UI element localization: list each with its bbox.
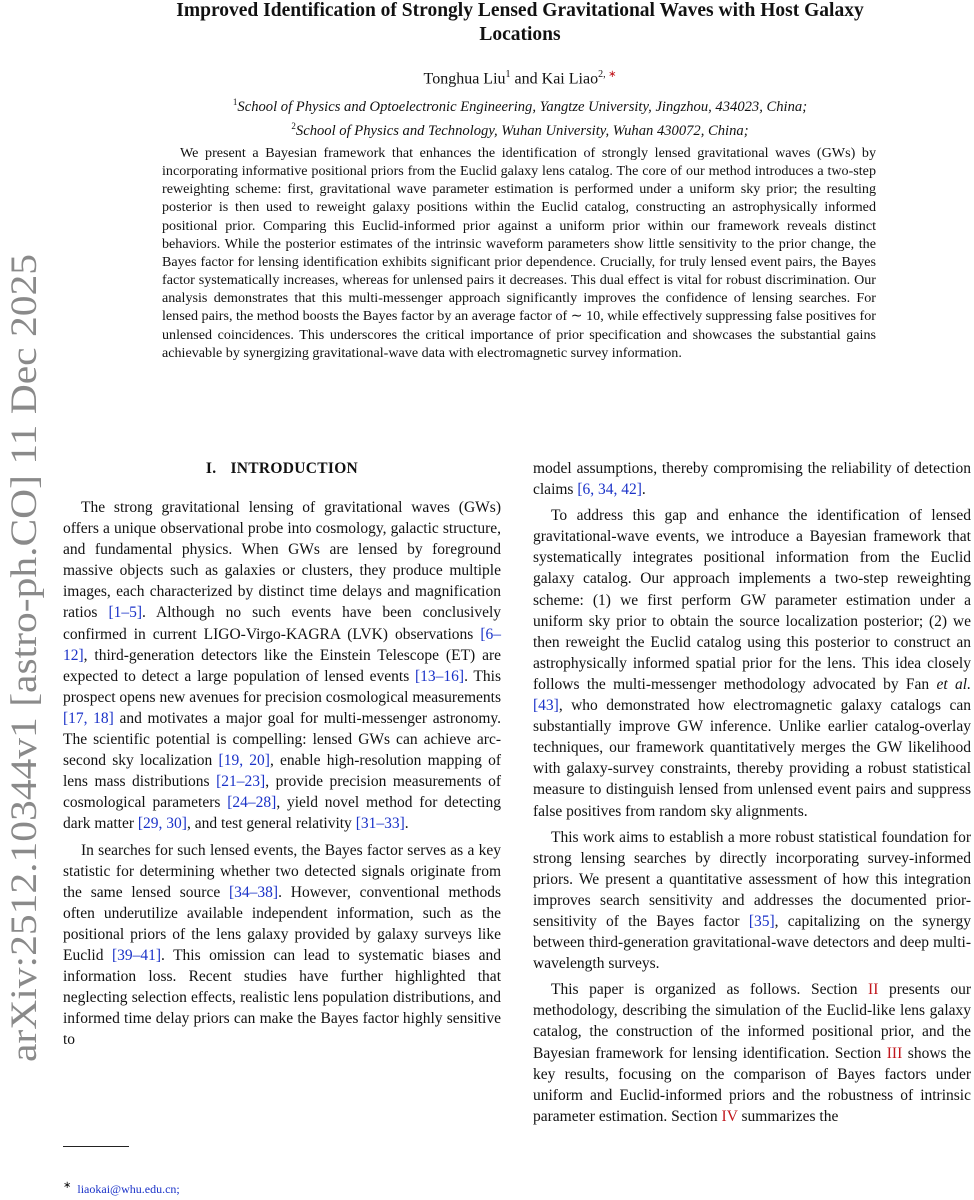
text-run: summarizes the (737, 1107, 839, 1125)
citation-link[interactable]: [6–12] (63, 625, 501, 664)
affiliation-2-mark: 2 (291, 120, 296, 131)
email-link[interactable]: liaokai@whu.edu.cn; (77, 1182, 180, 1196)
arxiv-stamp-svg (2, 0, 46, 1200)
text-run: , yield novel method for detecting dark matter (63, 794, 501, 833)
citation-link[interactable]: [1–5] (108, 604, 143, 622)
text-run: , provide precision measurements of cosmological parameters (63, 773, 501, 812)
text-run: . This prospect opens new avenues for precision cosmological measurements (63, 667, 501, 706)
citation-link[interactable]: [34–38] (229, 883, 279, 901)
citation-link[interactable]: [6, 34, 42] (577, 481, 642, 499)
abstract: We present a Bayesian framework that enhances the identification of strongly lensed gravitational waves (GWs) by incorporating informative positional priors from the Euclid galaxy lens catalog. The core of our method introduces a two-step reweighting scheme: first, gravitational wave parameter estimation is performed under a uniform sky prior; the resulting posterior is then used to reweight galaxy positions within the Euclid catalog, constructing an astrophysically informed positional prior. Comparing this Euclid-informed prior against a uniform prior within our framework reveals distinct behaviors. While the posterior estimates of the intrinsic waveform parameters show little sensitivity to the prior change, the Bayes factor for lensing identification exhibits significant prior dependence. Crucially, for truly lensed event pairs, the Bayes factor systematically increases, whereas for unlensed pairs it decreases. This dual effect is vital for robust discrimination. Our analysis demonstrates that this multi-messenger approach significantly improves the confidence of lensing searches. For lensed pairs, the method boosts the Bayes factor by an average factor of ∼ 10, while effectively suppressing false positives for unlensed coincidences. This underscores the critical importance of prior specification and showcases the substantial gains achievable by synergizing gravitational-wave data with electromagnetic survey information. (162, 145, 876, 361)
text-run: . (641, 481, 646, 499)
text-run: . Although no such events have been conclusively confirmed in current LIGO-Virgo-KAGRA (LVK) observations (63, 604, 502, 643)
text-run: , and test general relativity (186, 815, 356, 833)
author-1-affil: 1 (505, 69, 511, 80)
paper-title (70, 0, 970, 47)
text-run: model assumptions, thereby compromising the reliability of detection claims (533, 460, 971, 499)
text-run: The strong gravitational lensing of gravitational waves (GWs) offers a unique observational probe into cosmology, galactic structure, and fundamental physics. When GWs are lensed by foreground massive objects such as galaxies or clusters, they produce multiple images, each characterized by distinct time delays and magnification ratios (63, 499, 501, 622)
intro-paragraph-5 (533, 979, 971, 1127)
text-run: . (404, 815, 409, 833)
footnote-mark: ∗ (63, 1180, 72, 1191)
intro-paragraph-1 (63, 497, 501, 835)
affiliation-2 (70, 117, 970, 141)
author-list (70, 64, 970, 90)
arxiv-stamp (2, 0, 46, 1200)
title-line-1: Improved Identification of Strongly Lensed Gravitational Waves with Host Galaxy (176, 0, 864, 21)
author-2-affil-num: 2, (598, 69, 609, 80)
affiliation-1-text: School of Physics and Optoelectronic Engineering, Yangtze University, Jingzhou, 434023, China; (237, 98, 808, 115)
text-run: , capitalizing on the synergy between third-generation gravitational-wave detectors and deep multi-wavelength surveys. (533, 912, 972, 973)
intro-paragraph-continued (533, 458, 971, 500)
footnote (63, 1178, 180, 1197)
citation-link[interactable]: [21–23] (216, 773, 266, 791)
footnote-rule (63, 1146, 129, 1147)
citation-link[interactable]: [31–33] (355, 815, 405, 833)
right-column (533, 458, 971, 1127)
citation-link[interactable]: [29, 30] (137, 815, 187, 833)
affiliation-2-text: School of Physics and Technology, Wuhan University, Wuhan 430072, China; (295, 122, 749, 139)
citation-link[interactable]: [17, 18] (63, 709, 114, 727)
affiliation-1 (70, 93, 970, 117)
section-title: INTRODUCTION (230, 460, 359, 477)
author-2: Kai Liao (541, 70, 599, 88)
section-heading-introduction (63, 458, 501, 479)
left-column (63, 458, 501, 1050)
citation-link[interactable]: [43] (533, 697, 559, 715)
text-run: In searches for such lensed events, the Bayes factor serves as a key statistic for determining whether two detected signals originate from the same lensed source (63, 841, 501, 901)
citation-link[interactable]: [24–28] (227, 794, 277, 812)
text-run-italic: et al. (936, 675, 971, 693)
text-run: This paper is organized as follows. Section (551, 981, 869, 999)
text-run: shows the key results, focusing on the comparison of Bayes factors under uniform and Euclid-informed priors and the robustness of intrinsic parameter estimation. Section (533, 1044, 971, 1125)
text-run: . However, conventional methods often underutilize available independent information, such as the positional priors of the lens galaxy provided by galaxy surveys like Euclid (63, 883, 501, 964)
author-1: Tonghua Liu (423, 70, 506, 88)
section-ref-link[interactable]: IV (721, 1107, 738, 1125)
text-run: , enable high-resolution mapping of lens mass distributions (63, 752, 502, 791)
author-conjunction: and (510, 70, 542, 88)
citation-link[interactable]: [35] (748, 912, 775, 930)
text-run: presents our methodology, describing the simulation of the Euclid-like lens galaxy catalog, the construction of the informed positional prior, and the Bayesian framework for lensing identification. Section (533, 981, 972, 1062)
intro-paragraph-3 (533, 505, 971, 821)
title-line-2: Locations (479, 24, 561, 45)
intro-paragraph-2 (63, 840, 501, 1051)
section-ref-link[interactable]: II (868, 981, 879, 999)
text-run: , who demonstrated how electromagnetic galaxy catalogs can substantially improve GW inference. Unlike earlier catalog-overlay techniques, our framework quantitatively merges the GW likelihood with galaxy-survey constraints, thereby providing a robust statistical measure to distinguish lensed from unlensed event pairs and suppress false positives from random sky alignments. (533, 697, 971, 820)
affiliation-1-mark: 1 (232, 97, 238, 107)
text-run: and motivates a major goal for multi-messenger astronomy. The scientific potential is compelling: lensed GWs can achieve arc-second sky localization (63, 709, 501, 770)
corresponding-author-link[interactable]: ∗ (608, 69, 617, 80)
text-run: To address this gap and enhance the identification of lensed gravitational-wave events, we introduce a Bayesian framework that systematically integrates positional information from the Euclid galaxy catalog. Our approach implements a two-step reweighting scheme: (1) we first perform GW parameter estimation under a uniform sky prior to obtain the source localization posterior; (2) we then reweight the Euclid catalog using this posterior to construct an astrophysically informed spatial prior for the lens. This idea closely follows the multi-messenger methodology advocated by Fan (533, 507, 971, 693)
text-run: . This omission can lead to systematic biases and information loss. Recent studies have further highlighted that neglecting selection effects, realistic lens population distributions, and informed time delay priors can make the Bayes factor highly sensitive to (63, 946, 501, 1049)
affiliations (70, 93, 970, 141)
author-2-affil (598, 69, 616, 80)
text-run: This work aims to establish a more robust statistical foundation for strong lensing searches by directly incorporating survey-informed priors. We present a quantitative assessment of how this integration improves search sensitivity and addresses the documented prior-sensitivity of the Bayes factor (533, 828, 971, 930)
arxiv-stamp-text: arXiv:2512.10344v1 [astro-ph.CO] 11 Dec 2025 (4, 341, 45, 1062)
section-ref-link[interactable]: III (886, 1044, 903, 1062)
citation-link[interactable]: [19, 20] (218, 752, 270, 770)
section-number: I. (205, 460, 217, 477)
intro-paragraph-4 (533, 827, 971, 975)
text-run: , third-generation detectors like the Einstein Telescope (ET) are expected to detect a large population of lensed events (63, 646, 501, 685)
citation-link[interactable]: [39–41] (111, 946, 162, 964)
citation-link[interactable]: [13–16] (415, 667, 465, 685)
